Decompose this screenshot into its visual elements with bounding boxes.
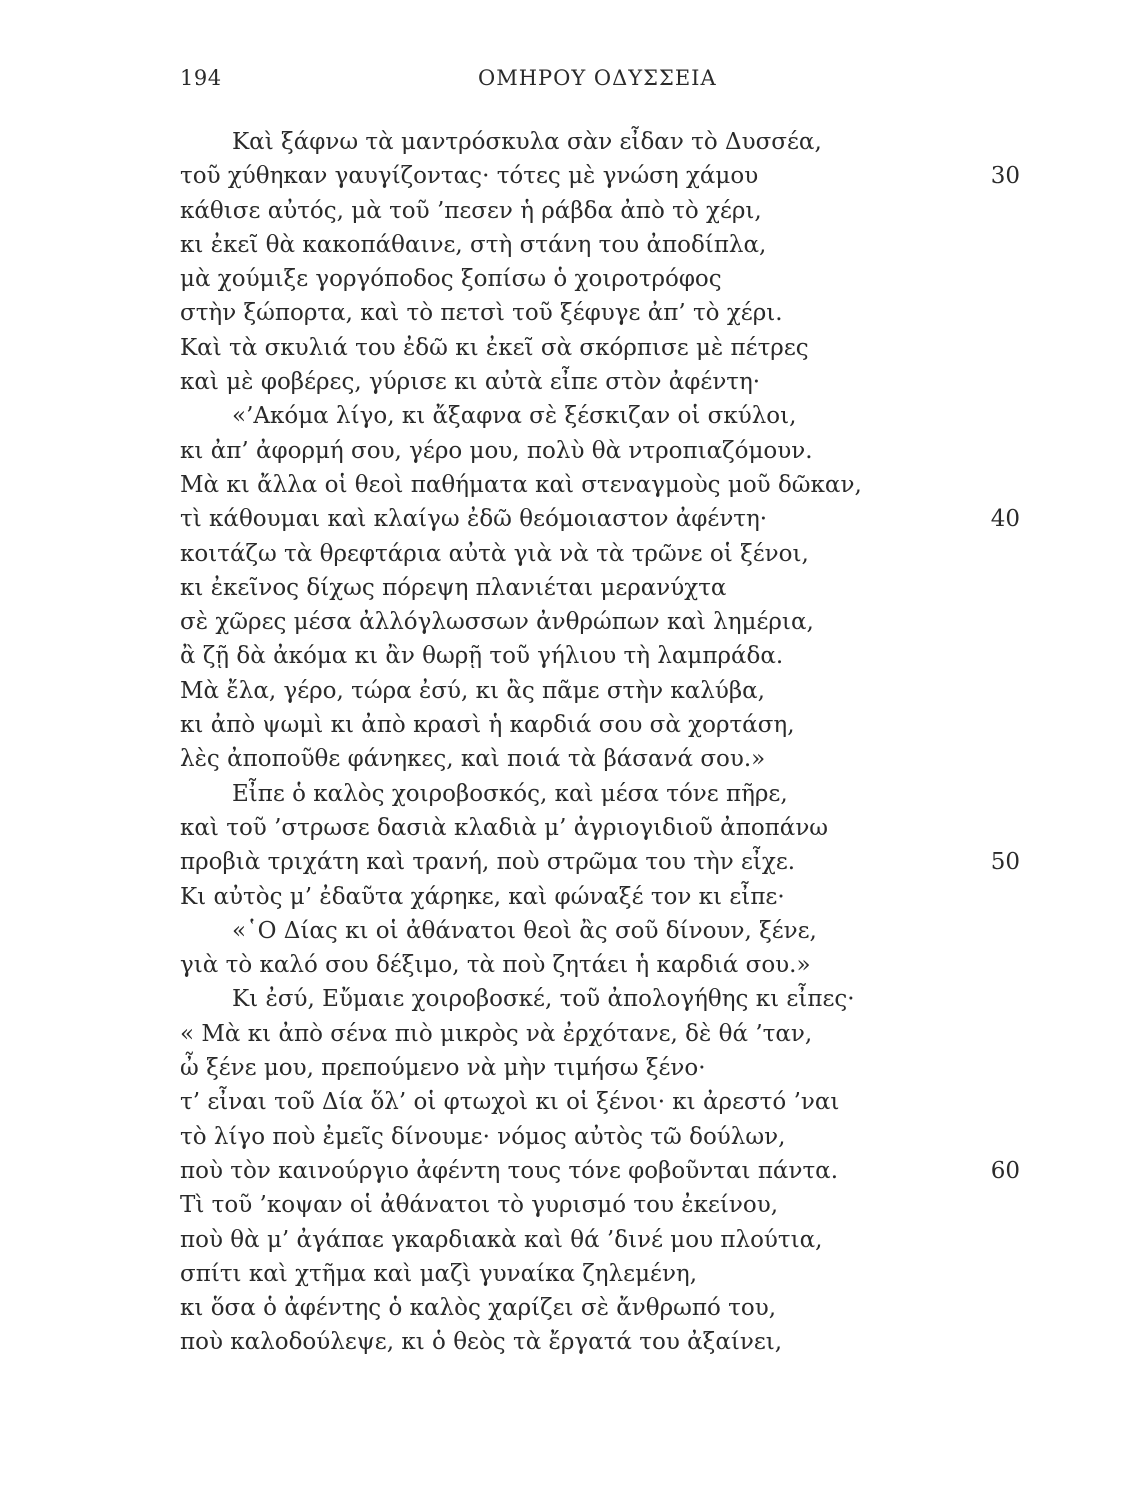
verse-text: κι ὅσα ὁ ἀφέντης ὁ καλὸς χαρίζει σὲ ἄνθρωπό του, <box>180 1295 777 1322</box>
verse-line <box>180 674 1020 708</box>
verse-text: Κι αὐτὸς μ’ ἐδαῦτα χάρηκε, καὶ φώναξέ τον κι εἶπε· <box>180 883 785 910</box>
verse-line <box>180 742 1020 776</box>
verse-text: γιὰ τὸ καλό σου δέξιμο, τὰ ποὺ ζητάει ἡ καρδιά σου.» <box>180 952 811 979</box>
verse-line <box>180 639 1020 673</box>
verse-text: Καὶ ξάφνω τὰ μαντρόσκυλα σὰν εἶδαν τὸ Δυσσέα, <box>232 129 822 155</box>
line-number: 60 <box>990 1157 1020 1184</box>
verse-line <box>180 708 1020 742</box>
verse-line <box>180 159 1020 193</box>
verse-text: ποὺ θὰ μ’ ἀγάπαε γκαρδιακὰ καὶ θά ’δινέ μου πλούτια, <box>180 1226 823 1253</box>
verse-line <box>180 1120 1020 1154</box>
verse-line <box>180 194 1020 228</box>
verse-line <box>180 1154 1020 1188</box>
verse-text: κι ἐκεῖνος δίχως πόρεψη πλανιέται μερανύχτα <box>180 574 727 601</box>
verse-text: κοιτάζω τὰ θρεφτάρια αὐτὰ γιὰ νὰ τὰ τρῶνε οἱ ξένοι, <box>180 540 809 567</box>
verse-line <box>180 1017 1020 1051</box>
verse-line <box>180 1085 1020 1119</box>
verse-text: σὲ χῶρες μέσα ἀλλόγλωσσων ἀνθρώπων καὶ λημέρια, <box>180 609 814 636</box>
verse-text: μὰ χούμιξε γοργόποδος ξοπίσω ὁ χοιροτρόφος <box>180 266 722 293</box>
verse-text: κι ἀπ’ ἀφορμή σου, γέρο μου, πολὺ θὰ ντροπιαζόμουν. <box>180 437 813 464</box>
line-number: 30 <box>990 163 1020 190</box>
verse-line <box>180 365 1020 399</box>
verse-text: Μὰ ἔλα, γέρο, τώρα ἐσύ, κι ἂς πᾶμε στὴν καλύβα, <box>180 677 765 704</box>
verse-text: τὶ κάθουμαι καὶ κλαίγω ἐδῶ θεόμοιαστον ἀφέντη· <box>180 506 768 533</box>
verse-line <box>180 1188 1020 1222</box>
verse-line <box>180 331 1020 365</box>
verse-line <box>180 1257 1020 1291</box>
verse-text: Μὰ κι ἄλλα οἱ θεοὶ παθήματα καὶ στεναγμοὺς μοῦ δῶκαν, <box>180 471 862 498</box>
page-header <box>0 66 1144 102</box>
verse-line <box>180 228 1020 262</box>
verse-line <box>180 537 1020 571</box>
verse-text: « Μὰ κι ἀπὸ σένα πιὸ μικρὸς νὰ ἐρχότανε, δὲ θά ’ταν, <box>180 1020 813 1047</box>
verse-text: ὦ ξένε μου, πρεπούμενο νὰ μὴν τιμήσω ξένο· <box>180 1055 706 1082</box>
verse-text: καὶ μὲ φοβέρες, γύρισε κι αὐτὰ εἶπε στὸν ἀφέντη· <box>180 369 761 396</box>
verse-line <box>180 845 1020 879</box>
verse-line <box>180 914 1020 948</box>
verse-text: ἂ ζῇ δὰ ἀκόμα κι ἂν θωρῇ τοῦ γήλιου τὴ λαμπράδα. <box>180 643 784 670</box>
verse-text: τοῦ χύθηκαν γαυγίζοντας· τότες μὲ γνώση χάμου <box>180 163 759 190</box>
verse-text: ποὺ τὸν καινούργιο ἀφέντη τους τόνε φοβοῦνται πάντα. <box>180 1157 839 1184</box>
line-number: 40 <box>990 506 1020 533</box>
verse-line <box>180 262 1020 296</box>
verse-line <box>180 1291 1020 1325</box>
verse-text: ποὺ καλοδούλεψε, κι ὁ θεὸς τὰ ἔργατά του ἀξαίνει, <box>180 1329 783 1356</box>
line-number: 50 <box>990 849 1020 876</box>
verse-line <box>180 777 1020 811</box>
verse-line <box>180 571 1020 605</box>
verse-text: κάθισε αὐτός, μὰ τοῦ ’πεσεν ἡ ράβδα ἀπὸ τὸ χέρι, <box>180 197 762 224</box>
verse-text: Εἶπε ὁ καλὸς χοιροβοσκός, καὶ μέσα τόνε πῆρε, <box>232 780 788 807</box>
verse-line <box>180 296 1020 330</box>
verse-text: στὴν ξώπορτα, καὶ τὸ πετσὶ τοῦ ξέφυγε ἀπ’ τὸ χέρι. <box>180 300 783 327</box>
verse-text: προβιὰ τριχάτη καὶ τρανή, ποὺ στρῶμα του τὴν εἶχε. <box>180 849 796 876</box>
verse-text: Καὶ τὰ σκυλιά του ἐδῶ κι ἐκεῖ σὰ σκόρπισε μὲ πέτρες <box>180 334 809 361</box>
verse-block <box>180 125 1020 1360</box>
page-number: 194 <box>180 66 222 90</box>
verse-line <box>180 880 1020 914</box>
verse-text: «’Ακόμα λίγο, κι ἄξαφνα σὲ ξέσκιζαν οἱ σκύλοι, <box>232 403 797 430</box>
verse-line <box>180 468 1020 502</box>
verse-line <box>180 605 1020 639</box>
verse-line <box>180 1325 1020 1359</box>
verse-text: Κι ἐσύ, Εὔμαιε χοιροβοσκέ, τοῦ ἀπολογήθης κι εἶπες· <box>232 986 855 1013</box>
verse-line <box>180 948 1020 982</box>
verse-text: «῾Ο Δίας κι οἱ ἀθάνατοι θεοὶ ἂς σοῦ δίνουν, ξένε, <box>232 917 817 944</box>
verse-text: κι ἀπὸ ψωμὶ κι ἀπὸ κρασὶ ἡ καρδιά σου σὰ χορτάση, <box>180 712 795 739</box>
verse-text: τὸ λίγο ποὺ ἐμεῖς δίνουμε· νόμος αὐτὸς τῶ δούλων, <box>180 1123 786 1150</box>
verse-line <box>180 982 1020 1016</box>
verse-line <box>180 1223 1020 1257</box>
verse-text: καὶ τοῦ ’στρωσε δασιὰ κλαδιὰ μ’ ἀγριογιδιοῦ ἀποπάνω <box>180 814 829 841</box>
verse-text: κι ἐκεῖ θὰ κακοπάθαινε, στὴ στάνη του ἀποδίπλα, <box>180 231 767 258</box>
verse-text: λὲς ἀποποῦθε φάνηκες, καὶ ποιά τὰ βάσανά σου.» <box>180 746 766 773</box>
verse-line <box>180 399 1020 433</box>
verse-text: σπίτι καὶ χτῆμα καὶ μαζὶ γυναίκα ζηλεμένη, <box>180 1260 698 1287</box>
verse-line <box>180 1051 1020 1085</box>
verse-text: τ’ εἶναι τοῦ Δία ὅλ’ οἱ φτωχοὶ κι οἱ ξένοι· κι ἀρεστό ’ναι <box>180 1089 840 1116</box>
verse-text: Τὶ τοῦ ’κοψαν οἱ ἀθάνατοι τὸ γυρισμό του ἐκείνου, <box>180 1192 779 1219</box>
verse-line <box>180 434 1020 468</box>
verse-line <box>180 811 1020 845</box>
verse-line <box>180 125 1020 159</box>
verse-line <box>180 502 1020 536</box>
running-title: ΟΜΗΡΟΥ ΟΔΥΣΣΕΙΑ <box>478 66 717 90</box>
